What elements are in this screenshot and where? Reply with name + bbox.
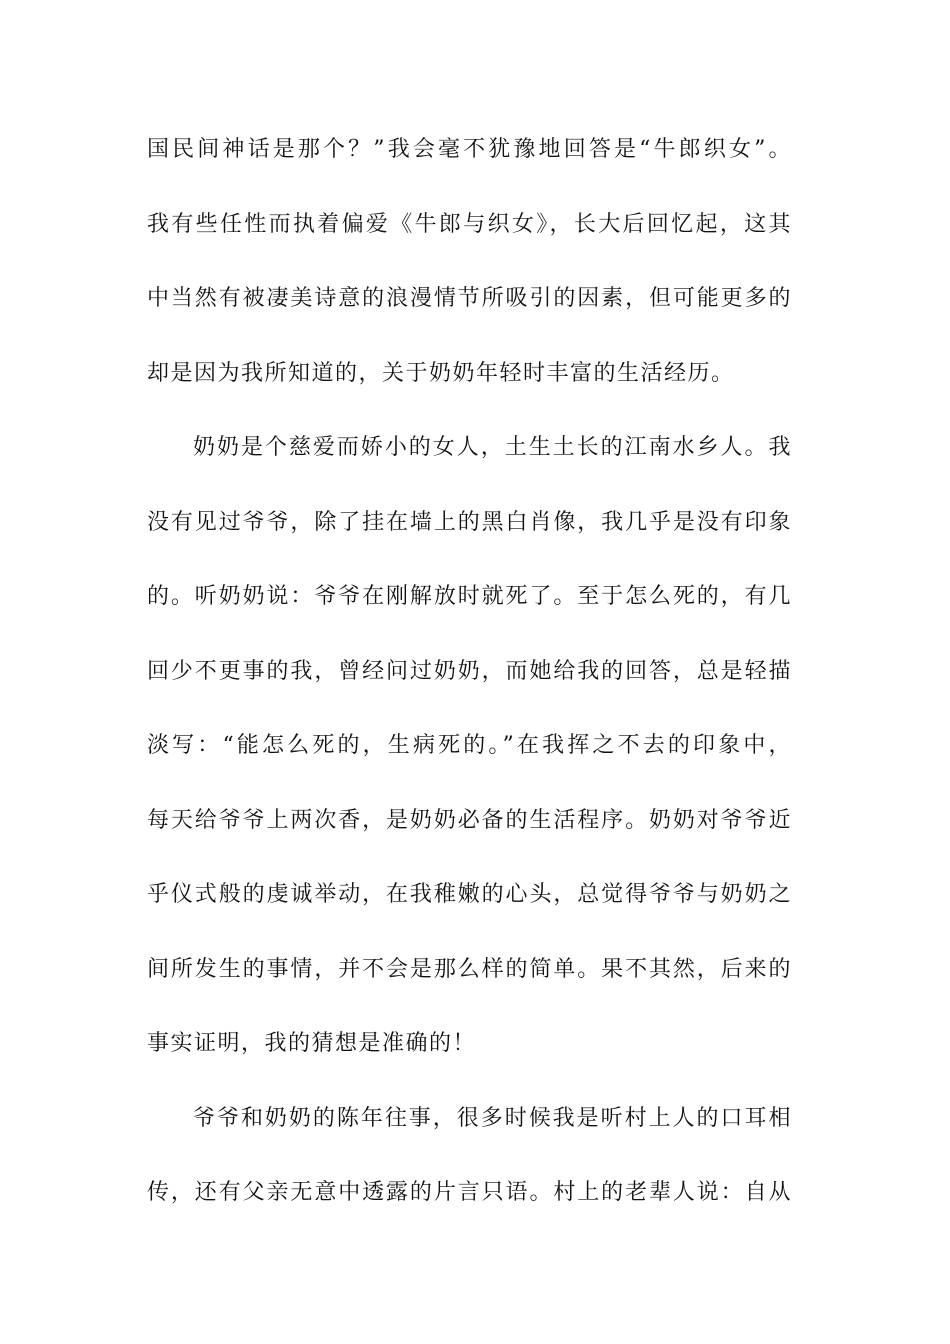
text-line: 乎仪式般的虔诚举动，在我稚嫩的心头，总觉得爷爷与奶奶之: [147, 882, 792, 907]
text-line: 没有见过爷爷，除了挂在墙上的黑白肖像，我几乎是没有印象: [147, 509, 792, 535]
text-line: 淡写：“能怎么死的，生病死的。”在我挥之不去的印象中，: [147, 733, 792, 758]
text-line: 却是因为我所知道的，关于奶奶年轻时丰富的生活经历。: [147, 360, 735, 386]
text-line: 事实证明，我的猜想是准确的！: [147, 1031, 477, 1056]
text-line: 的。听奶奶说：爷爷在刚解放时就死了。至于怎么死的，有几: [147, 584, 792, 609]
text-line: 每天给爷爷上两次香，是奶奶必备的生活程序。奶奶对爷爷近: [147, 807, 792, 833]
text-line: 间所发生的事情，并不会是那么样的简单。果不其然，后来的: [147, 956, 792, 982]
body-text: [147, 128, 792, 1246]
text-line: 中当然有被凄美诗意的浪漫情节所吸引的因素，但可能更多的: [147, 286, 792, 311]
paragraph-first-line: 爷爷和奶奶的陈年往事，很多时候我是听村上人的口耳相: [193, 1105, 792, 1131]
text-line: 传，还有父亲无意中透露的片言只语。村上的老辈人说：自从: [147, 1180, 792, 1205]
text-line: 我有些任性而执着偏爱《牛郎与织女》，长大后回忆起，这其: [147, 211, 792, 237]
text-line: 国民间神话是那个？”我会毫不犹豫地回答是“牛郎织女”。: [147, 137, 792, 162]
text-line: 回少不更事的我，曾经问过奶奶，而她给我的回答，总是轻描: [147, 658, 792, 684]
paragraph-first-line: 奶奶是个慈爱而娇小的女人，土生土长的江南水乡人。我: [193, 435, 792, 460]
